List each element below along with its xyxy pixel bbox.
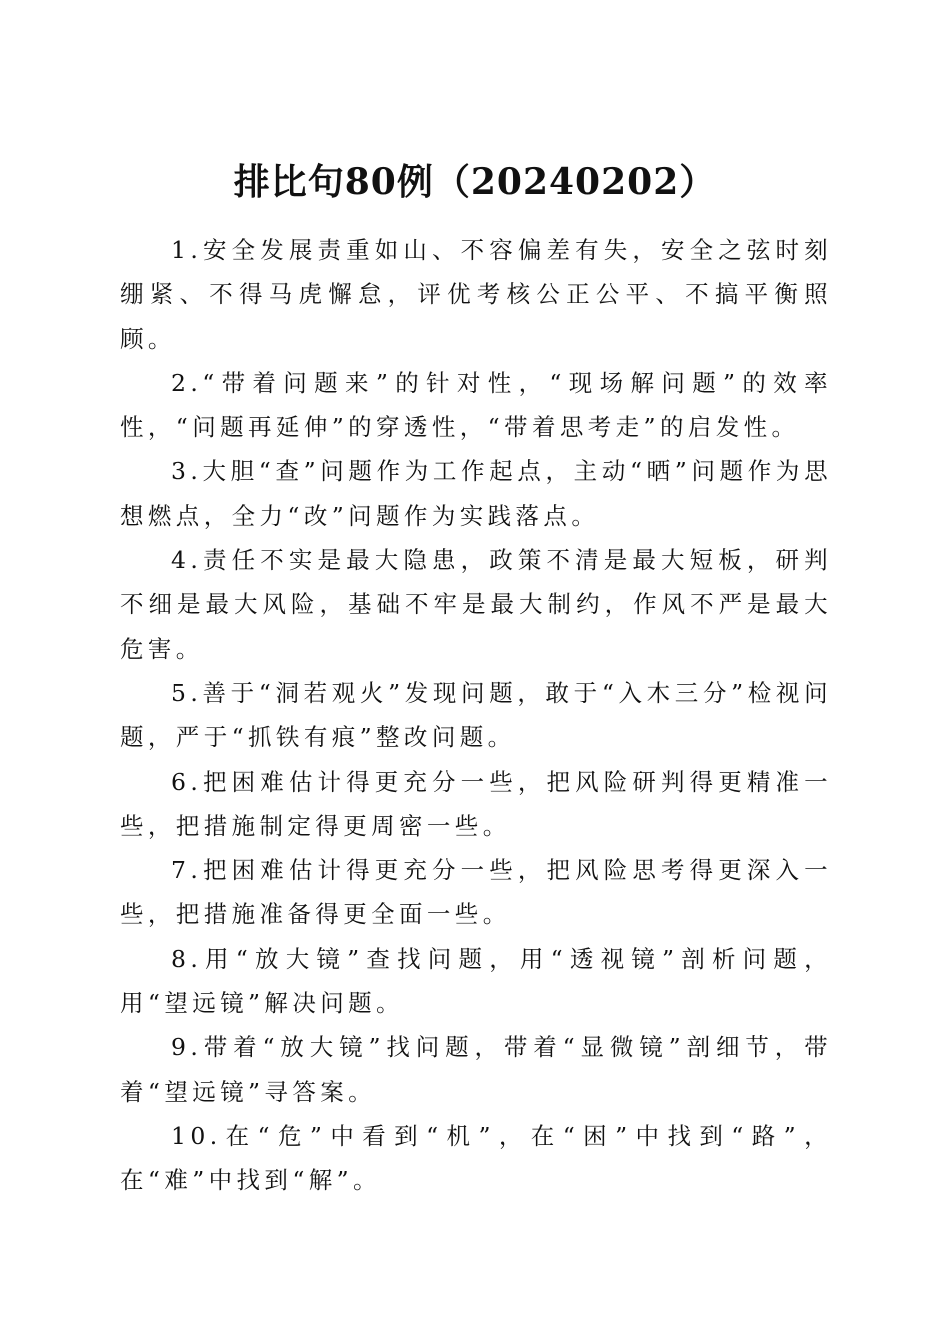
paragraph-1: 1.安全发展责重如山、不容偏差有失，安全之弦时刻绷紧、不得马虎懈怠，评优考核公正公平、不搞平衡照顾。	[120, 236, 832, 353]
paragraph-4: 4.责任不实是最大隐患，政策不清是最大短板，研判不细是最大风险，基础不牢是最大制约，作风不严是最大危害。	[120, 546, 832, 663]
paragraph-7: 7.把困难估计得更充分一些，把风险思考得更深入一些，把措施准备得更全面一些。	[120, 856, 832, 929]
document-title: 排比句80例（20240202）	[233, 161, 717, 204]
document-body	[120, 228, 832, 1203]
paragraph-9: 9.带着“放大镜”找问题，带着“显微镜”剖细节，带着“望远镜”寻答案。	[120, 1033, 832, 1106]
paragraph-2: 2.“带着问题来”的针对性，“现场解问题”的效率性，“问题再延伸”的穿透性，“带着思考走”的启发性。	[120, 368, 832, 442]
paragraph-8: 8.用“放大镜”查找问题，用“透视镜”剖析问题，用“望远镜”解决问题。	[120, 944, 832, 1018]
paragraph-3: 3.大胆“查”问题作为工作起点，主动“晒”问题作为思想燃点，全力“改”问题作为实践落点。	[120, 457, 832, 530]
paragraph-10: 10.在“危”中看到“机”，在“困”中找到“路”，在“难”中找到“解”。	[120, 1121, 832, 1195]
paragraph-5: 5.善于“洞若观火”发现问题，敢于“入木三分”检视问题，严于“抓铁有痕”整改问题。	[120, 678, 832, 752]
paragraph-6: 6.把困难估计得更充分一些，把风险研判得更精准一些，把措施制定得更周密一些。	[120, 767, 832, 840]
